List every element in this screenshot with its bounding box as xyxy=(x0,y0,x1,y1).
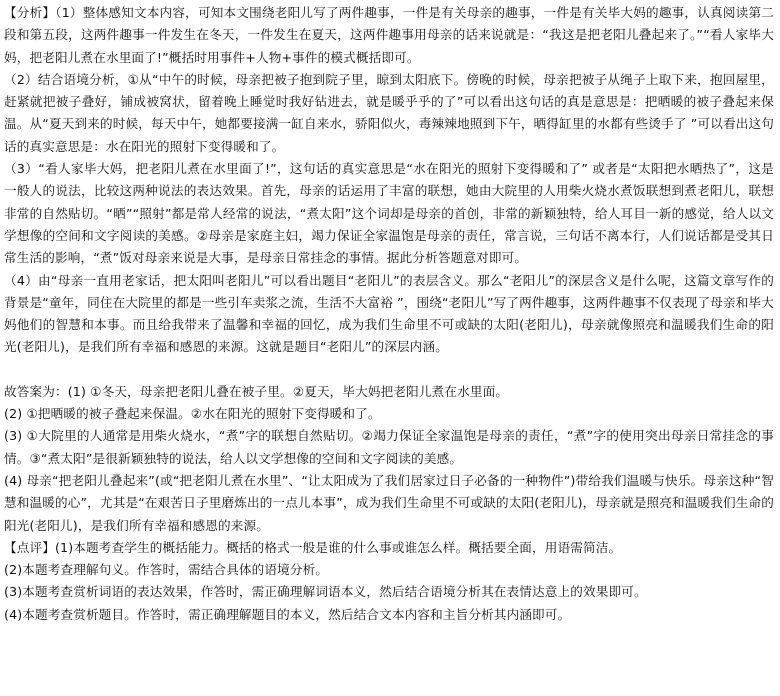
answer-part-3: (3) ①大院里的人通常是用柴火烧水，“煮”字的联想自然贴切。②竭力保证全家温饱是母亲的责任，“煮”字的使用突出母亲日常挂念的事情。③“煮太阳”是很新颖独特的说法，给人以文学想像的空间和文字阅读的美感。 xyxy=(4,428,774,466)
analysis-part-1: 【分析】（1）整体感知文本内容，可知本文围绕老阳儿写了两件趣事，一件是有关母亲的趣事，一件是有关毕大妈的趣事，认真阅读第二段和第五段，这两件趣事一件发生在冬天，一件发生在夏天，这两件趣事用母亲的话来说就是：“我这是把老阳儿叠起来了。”“看人家毕大妈，把老阳儿煮在水里面了!”概括时用事件+人物+事件的模式概括即可。 xyxy=(4,5,774,65)
analysis-part-4: （4）由“母亲一直用老家话，把太阳叫老阳儿”可以看出题目“老阳儿”的表层含义。那么“老阳儿”的深层含义是什么呢，这篇文章写作的背景是“童年，同住在大院里的都是一些引车卖浆之流，生活不大富裕 ”，围绕“老阳儿”写了两件趣事，这两件趣事不仅表现了母亲和毕大妈他们的智慧和本事。而且给我带来了温馨和幸福的回忆，成为我们生命里不可或缺的太阳(老阳儿)，母亲就像照亮和温暖我们生命的阳光(老阳儿)，是我们所有幸福和感恩的来源。这就是题目“老阳儿”的深层内涵。 xyxy=(4,272,774,355)
comment-part-4: (4)本题考查赏析题目。作答时，需正确理解题目的本义，然后结合文本内容和主旨分析其内涵即可。 xyxy=(4,606,571,622)
analysis-part-3: （3）“看人家毕大妈，把老阳儿煮在水里面了!”，这句话的真实意思是“水在阳光的照射下变得暖和了” 或者是“太阳把水晒热了”，这是一般人的说法，比较这两种说法的表达效果。首先，母亲的话运用了丰富的联想，她由大院里的人用柴火烧水煮饭联想到煮老阳儿，联想非常的自然贴切。“晒”“照射”都是常人经常的说法，“煮太阳”这个词却是母亲的首创，非常的新颖独特，给人耳目一新的感觉，给人以文学想像的空间和文字阅读的美感。②母亲是家庭主妇，竭力保证全家温饱是母亲的责任，常言说，三句话不离本行，人们说话都是受其日常生活的影响，“煮”饭对母亲来说是大事，是母亲日常挂念的事情。据此分析答题意对即可。 xyxy=(4,161,774,266)
answer-part-2: (2) ①把晒暖的被子叠起来保温。②水在阳光的照射下变得暖和了。 xyxy=(4,406,381,422)
comment-part-2: (2)本题考查理解句义。作答时，需结合具体的语境分析。 xyxy=(4,562,329,578)
section-spacer xyxy=(4,359,774,381)
answer-part-1: 故答案为：(1) ①冬天，母亲把老阳儿叠在被子里。②夏天，毕大妈把老阳儿煮在水里面。 xyxy=(4,383,509,399)
comment-part-3: (3)本题考查赏析词语的表达效果，作答时，需正确理解词语本义，然后结合语境分析其在表情达意上的效果即可。 xyxy=(4,584,647,600)
analysis-part-2: （2）结合语境分析，①从“中午的时候，母亲把被子抱到院子里，晾到太阳底下。傍晚的时候，母亲把被子从绳子上取下来，抱回屋里，赶紧就把被子叠好，铺成被窝状，留着晚上睡觉时我好钻进去，就是暖乎乎的了”可以看出这句话的真是意思是：把晒暖的被子叠起来保温。从“夏天到来的时候，每天中午，她都要接满一缸自来水，骄阳似火，毒辣辣地照到下午，晒得缸里的水都有些烫手了 ”可以看出这句话的真实意思是：水在阳光的照射下变得暖和了。 xyxy=(4,71,774,154)
comment-part-1: 【点评】(1)本题考查学生的概括能力。概括的格式一般是谁的什么事或谁怎么样。概括要全面，用语需简洁。 xyxy=(4,539,622,555)
answer-part-4: (4) 母亲“把老阳儿叠起来”(或“把老阳儿煮在水里”、“让太阳成为了我们居家过日子必备的一种物件”)带给我们温暖与快乐。母亲这种“智慧和温暖的心”，尤其是“在艰苦日子里磨炼出的一点儿本事”，成为我们生命里不可或缺的太阳(老阳儿)，母亲就是照亮和温暖我们生命的阳光(老阳儿)，是我们所有幸福和感恩的来源。 xyxy=(4,472,774,533)
